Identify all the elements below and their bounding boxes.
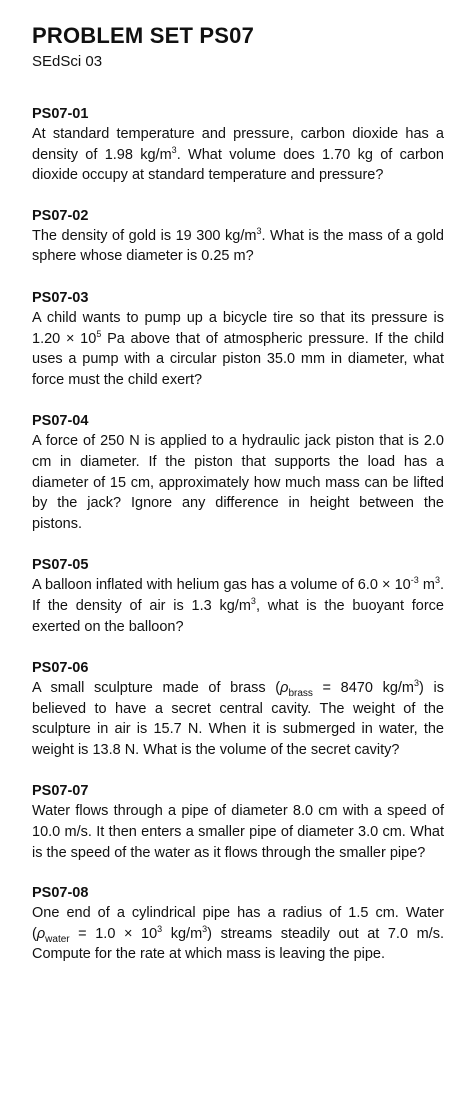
rho-symbol: ρ	[280, 680, 289, 697]
problem-ps07-07	[32, 781, 444, 863]
problem-id: PS07-08	[32, 885, 89, 902]
problem-id: PS07-04	[32, 413, 89, 430]
problem-id: PS07-01	[32, 106, 89, 122]
page-title: PROBLEM SET PS07	[32, 23, 255, 48]
problem-text: A small sculpture made of brass ($\rho_{brass} = 8470$ $kg/m^3$) is believed to have a secret central cavity. The weight of the sculpture in air is 15.7 N. When it is submerged in water, the weight is 13.8 N. What is the volume of the secret cavity?	[32, 678, 444, 758]
problem-ps07-01	[32, 104, 444, 186]
problem-text: A child wants to pump up a bicycle tire so that its pressure is $1.20 \times 10^5$ Pa above that of atmospheric pressure. If the child uses a pump with a circular piston 35.0 mm in diameter, what force must the child exert?	[32, 309, 445, 388]
problem-ps07-06	[32, 658, 444, 760]
problem-text: A force of 250 N is applied to a hydraulic jack piston that is 2.0 cm in diameter. If the piston that supports the load has a diameter of 15 cm, approximately how much mass can be lifted by the jack? Ignore any difference in height between the pistons.	[32, 433, 444, 532]
problem-id: PS07-03	[32, 289, 89, 306]
problem-id: PS07-07	[32, 783, 89, 800]
rho-symbol: ρ	[36, 925, 46, 942]
problem-text: A balloon inflated with helium gas has a volume of $6.0 \times 10^{-3}$ $m^3$. If the density of air is 1.3 $kg/m^3$, what is the buoyant force exerted on the balloon?	[32, 575, 444, 635]
problem-ps07-02	[32, 206, 444, 267]
course-code: SEdSci 03	[32, 53, 103, 70]
problem-ps07-03	[32, 288, 444, 390]
problem-id: PS07-02	[32, 207, 89, 224]
problem-text: One end of a cylindrical pipe has a radius of 1.5 cm. Water ($\rho_{water} = 1.0 \times 10^3$ $kg/m^3$) streams steadily out at 7.0 m/s. Compute for the rate at which mass is leaving the pipe.	[32, 905, 444, 963]
problem-ps07-08	[32, 883, 444, 965]
problem-text: At standard temperature and pressure, carbon dioxide has a density of 1.98 $kg/m^3$. What volume does 1.70 kg of carbon dioxide occupy at standard temperature and pressure?	[32, 126, 444, 184]
problem-ps07-05	[32, 555, 444, 637]
problem-id: PS07-06	[32, 660, 89, 677]
problem-text: The density of gold is 19 300 $kg/m^3$. What is the mass of a gold sphere whose diameter is 0.25 m?	[32, 225, 444, 265]
problem-id: PS07-05	[32, 557, 89, 574]
problem-ps07-04	[32, 411, 444, 534]
problem-text: Water flows through a pipe of diameter 8.0 cm with a speed of 10.0 m/s. It then enters a smaller pipe of diameter 3.0 cm. What is the speed of the water as it flows through the smaller pipe?	[32, 803, 444, 861]
